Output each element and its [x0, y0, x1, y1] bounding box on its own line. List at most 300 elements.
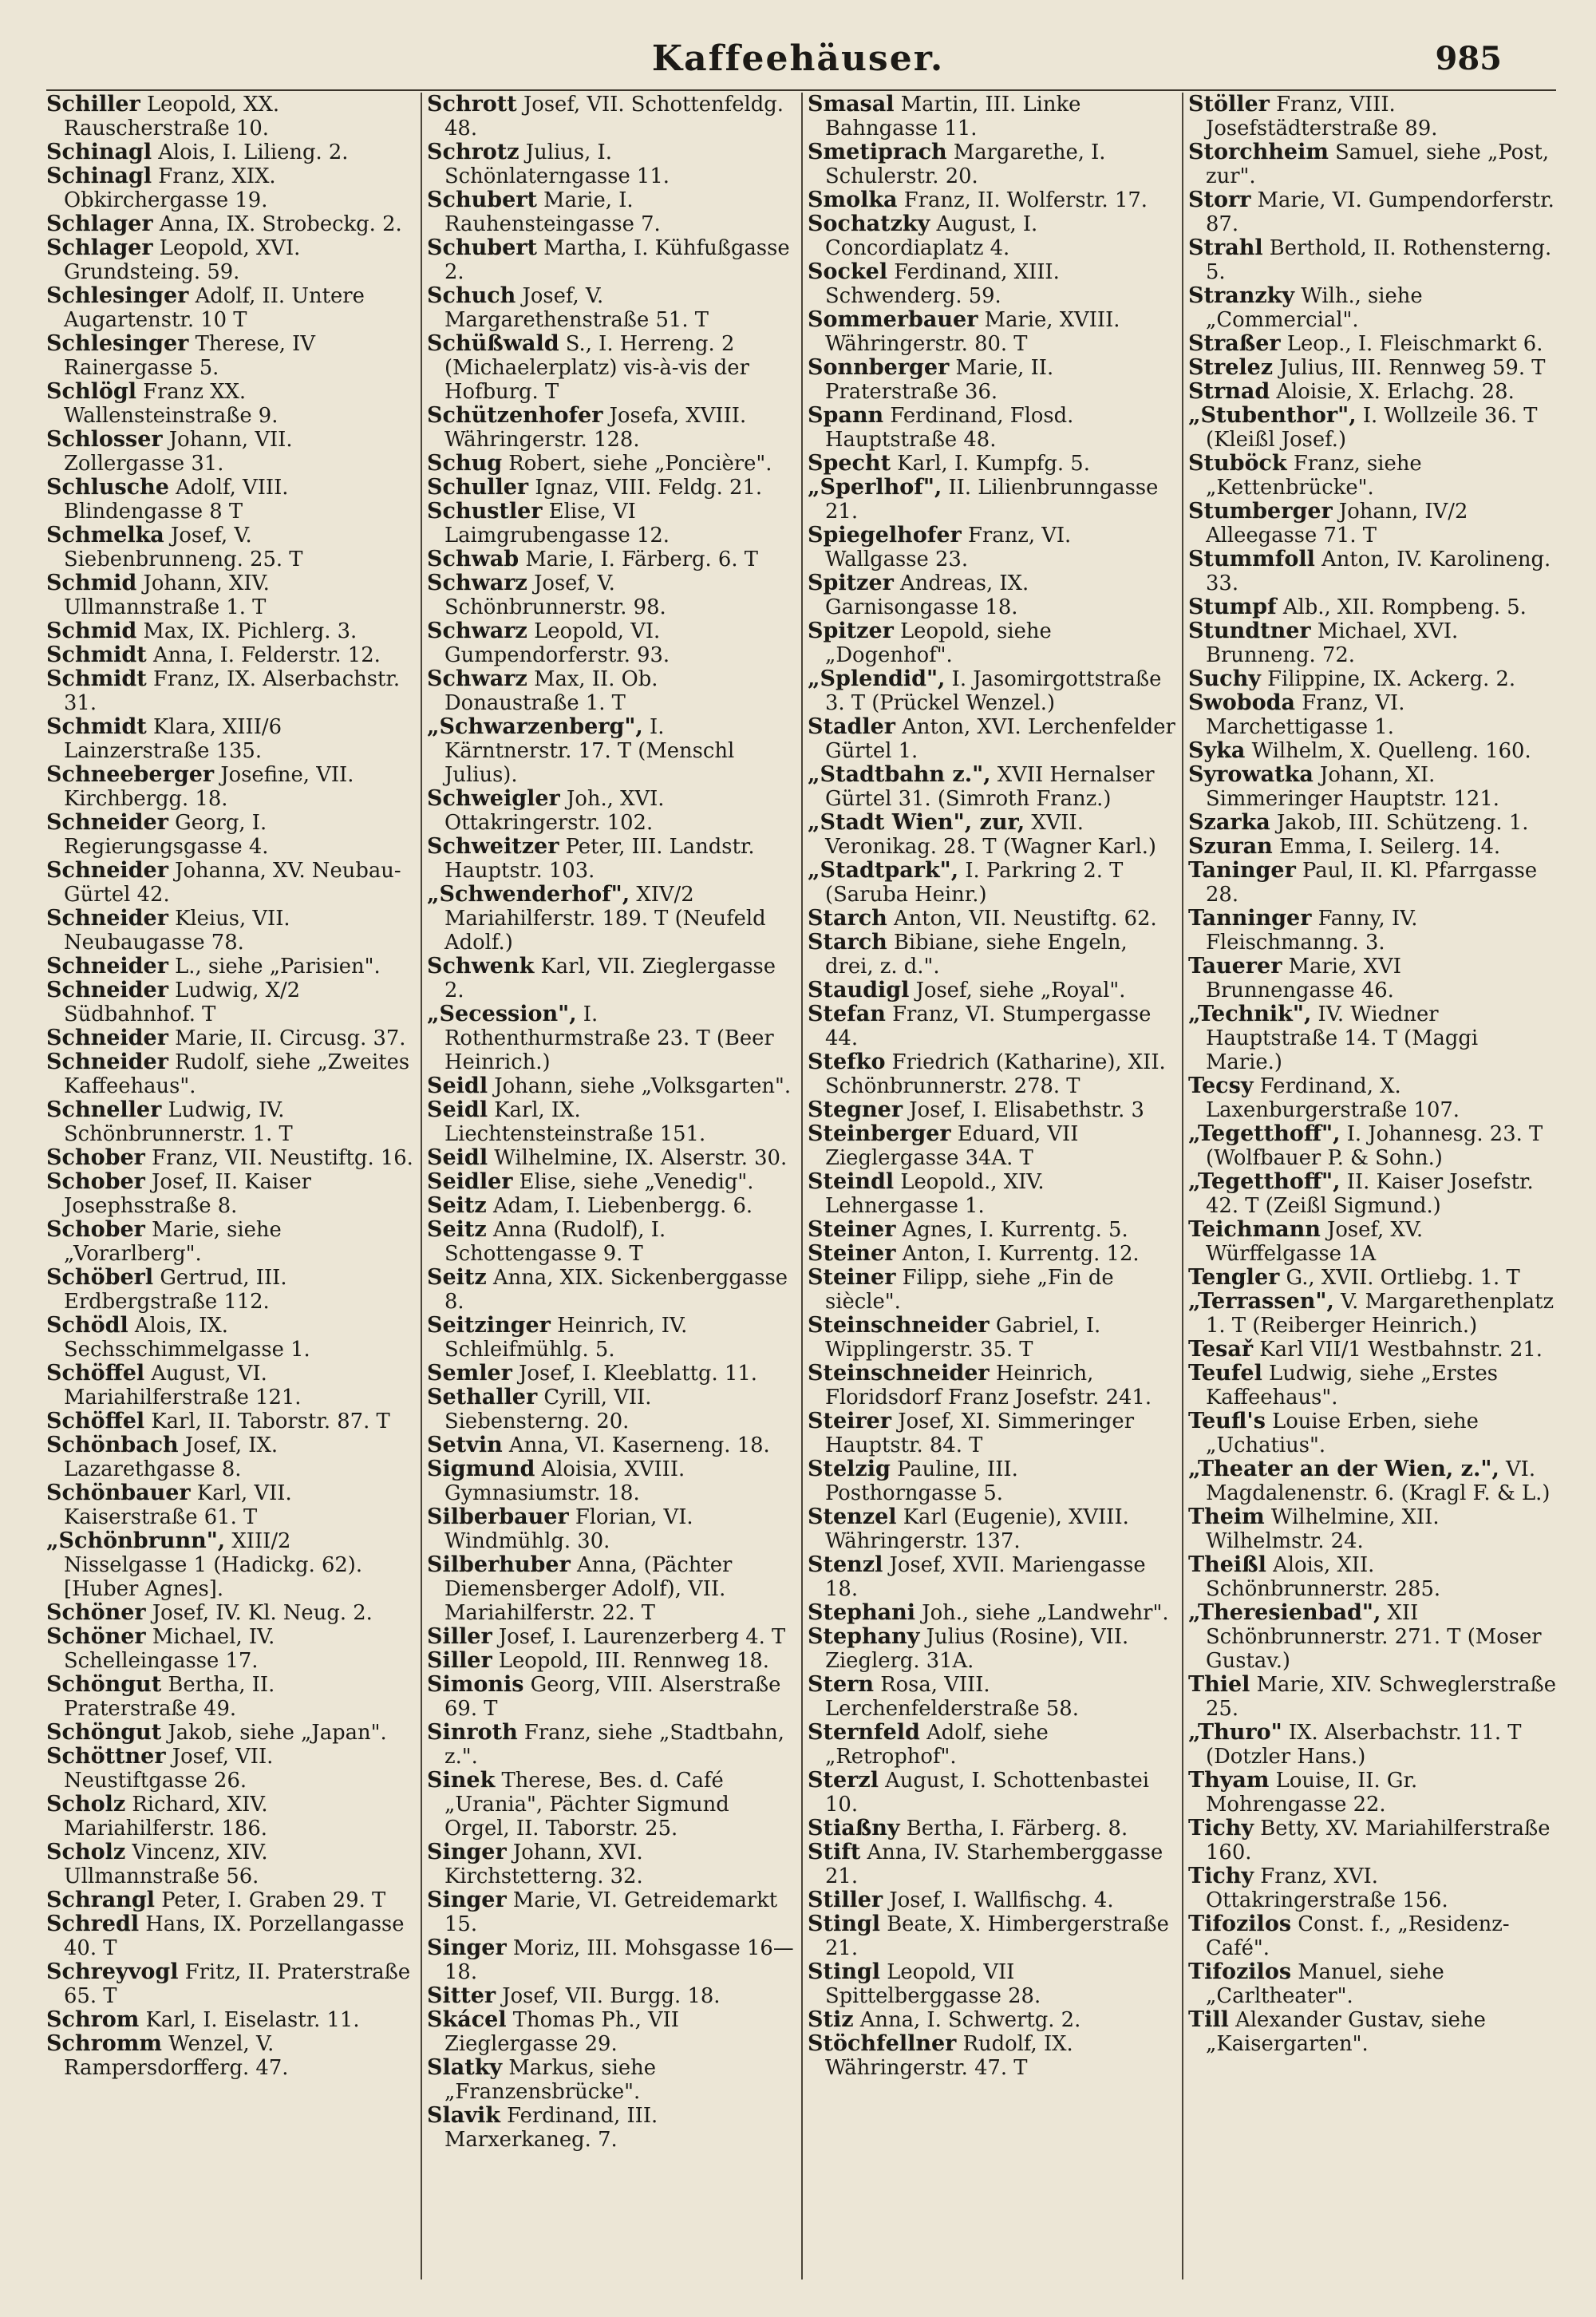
entry-details: Hans, IX. Porzellangasse 40. T: [64, 1912, 405, 1960]
directory-entry: [46, 715, 414, 763]
entry-name: Stuböck: [1188, 451, 1287, 476]
entry-details: Anna, IX. Strobeckg. 2.: [152, 212, 402, 236]
directory-entry: [808, 1314, 1175, 1362]
entry-name: Stiller: [808, 1888, 883, 1912]
directory-entry: [1188, 380, 1556, 404]
entry-details: Johann, IV/2 Alleegasse 71. T: [1206, 500, 1468, 548]
directory-columns: [46, 93, 1556, 2279]
entry-name: Schrott: [427, 93, 517, 117]
entry-details: Franz, VI. Marchettigasse 1.: [1206, 691, 1405, 739]
entry-name: Schlusche: [46, 475, 169, 500]
directory-entry: [808, 1122, 1175, 1170]
entry-name: Schwarz: [427, 666, 527, 691]
entry-details: L., siehe „Parisien".: [168, 955, 381, 979]
entry-name: Singer: [427, 1888, 507, 1912]
entry-name: Steiner: [808, 1217, 896, 1242]
entry-name: Schönbach: [46, 1433, 179, 1457]
entry-name: Specht: [808, 451, 891, 476]
entry-details: Karl, VII. Zieglergasse 2.: [444, 955, 776, 1002]
directory-entry: [427, 284, 795, 332]
entry-name: Schlögl: [46, 379, 136, 404]
entry-details: Wenzel, V. Rampersdorfferg. 47.: [64, 2032, 289, 2080]
entry-name: Staudigl: [808, 978, 910, 1002]
directory-entry: [1188, 1721, 1556, 1769]
directory-entry: [427, 2104, 795, 2152]
entry-details: Michael, XVI. Brunneng. 72.: [1206, 619, 1459, 667]
entry-details: Paul, II. Kl. Pfarrgasse 28.: [1206, 859, 1538, 907]
directory-entry: [808, 260, 1175, 308]
entry-details: Josef, I. Wallfischg. 4.: [883, 1888, 1114, 1912]
directory-entry: [427, 1218, 795, 1266]
entry-details: Fanny, IV. Fleischmanng. 3.: [1206, 907, 1418, 955]
entry-name: Schneller: [46, 1097, 162, 1122]
entry-name: „Schönbrunn",: [46, 1528, 226, 1553]
directory-entry: [1188, 548, 1556, 595]
entry-name: Schwenk: [427, 954, 535, 979]
entry-details: Marie, XVIII. Währingerstr. 80. T: [825, 308, 1120, 356]
entry-details: Franz, VII. Neustiftg. 16.: [144, 1146, 413, 1170]
entry-details: Josefa, XVIII. Währingerstr. 128.: [444, 404, 747, 452]
entry-details: Rosa, VIII. Lerchenfelderstraße 58.: [825, 1673, 1079, 1721]
directory-entry: [808, 1362, 1175, 1410]
entry-name: Schödl: [46, 1313, 128, 1338]
entry-details: Marie, I. Rauhensteingasse 7.: [444, 188, 661, 236]
directory-entry: [46, 955, 414, 979]
directory-entry: [427, 787, 795, 835]
directory-entry: [1188, 356, 1556, 380]
directory-entry: [1188, 452, 1556, 500]
directory-entry: [46, 907, 414, 955]
entry-name: Schöner: [46, 1624, 146, 1649]
entry-name: Stefko: [808, 1050, 886, 1074]
entry-details: Leopold, siehe „Dogenhof".: [825, 619, 1052, 667]
entry-details: Ferdinand, III. Marxerkaneg. 7.: [444, 2104, 658, 2152]
directory-entry: [1188, 1912, 1556, 1960]
entry-details: Josef, XI. Simmeringer Hauptstr. 84. T: [825, 1410, 1135, 1457]
entry-details: Anton, I. Kurrentg. 12.: [895, 1242, 1140, 1266]
entry-name: Smasal: [808, 93, 895, 117]
entry-name: Schmid: [46, 619, 137, 643]
entry-name: Szarka: [1188, 810, 1270, 835]
entry-details: Wilhelmine, IX. Alserstr. 30.: [488, 1146, 788, 1170]
directory-entry: [1188, 404, 1556, 452]
entry-details: XIII/2 Nisselgasse 1 (Hadickg. 62). [Huber Agnes].: [64, 1529, 363, 1601]
entry-name: Stefan: [808, 1002, 886, 1026]
entry-name: „Stubenthor",: [1188, 403, 1357, 428]
directory-entry: [1188, 955, 1556, 1002]
directory-entry: [427, 236, 795, 284]
entry-details: Josef, V. Siebenbrunneng. 25. T: [64, 524, 303, 571]
entry-details: August, I. Schottenbastei 10.: [825, 1769, 1150, 1817]
entry-details: Karl, IX. Liechtensteinstraße 151.: [444, 1098, 706, 1146]
entry-name: Tanninger: [1188, 906, 1312, 931]
page-header: [0, 34, 1596, 89]
directory-entry: [427, 1625, 795, 1649]
entry-details: Josef, IV. Kl. Neug. 2.: [145, 1601, 373, 1625]
directory-entry: [427, 1146, 795, 1170]
entry-details: Johann, siehe „Volksgarten".: [488, 1074, 792, 1098]
directory-entry: [427, 2008, 795, 2056]
directory-entry: [808, 212, 1175, 260]
entry-name: Stumpf: [1188, 595, 1277, 619]
entry-name: Storr: [1188, 188, 1251, 212]
directory-entry: [427, 1649, 795, 1673]
entry-details: Thomas Ph., VII Zieglergasse 29.: [444, 2008, 679, 2056]
entry-name: Schwab: [427, 547, 519, 571]
entry-details: Georg, VIII. Alserstraße 69. T: [444, 1673, 781, 1721]
directory-entry: [427, 619, 795, 667]
entry-name: Till: [1188, 2007, 1229, 2032]
directory-entry: [1188, 1960, 1556, 2008]
directory-entry: [46, 667, 414, 715]
entry-details: Karl, I. Kumpfg. 5.: [891, 452, 1090, 476]
directory-entry: [46, 332, 414, 380]
entry-details: Anton, IV. Karolineng. 33.: [1206, 548, 1551, 595]
directory-entry: [1188, 667, 1556, 691]
entry-name: Starch: [808, 930, 887, 955]
entry-details: G., XVII. Ortliebg. 1. T: [1279, 1266, 1520, 1290]
entry-name: Stephani: [808, 1600, 916, 1625]
entry-name: Tifozilos: [1188, 1912, 1292, 1936]
directory-entry: [808, 619, 1175, 667]
directory-entry: [1188, 284, 1556, 332]
entry-name: Singer: [427, 1840, 507, 1864]
entry-name: Stiz: [808, 2007, 854, 2032]
entry-name: Schüßwald: [427, 331, 559, 356]
directory-entry: [1188, 595, 1556, 619]
entry-details: Josef, I. Kleeblattg. 11.: [512, 1362, 757, 1386]
entry-name: Spann: [808, 403, 884, 428]
directory-entry: [46, 1625, 414, 1673]
entry-name: Semler: [427, 1361, 512, 1386]
directory-entry: [46, 380, 414, 428]
entry-name: Spitzer: [808, 619, 894, 643]
entry-name: Starch: [808, 906, 887, 931]
directory-entry: [427, 571, 795, 619]
entry-name: Schmidt: [46, 666, 147, 691]
entry-details: Betty, XV. Mariahilferstraße 160.: [1206, 1817, 1551, 1864]
entry-name: Schöffel: [46, 1361, 145, 1386]
entry-details: Florian, VI. Windmühlg. 30.: [444, 1505, 693, 1553]
entry-name: Schinagl: [46, 140, 152, 164]
entry-name: Tichy: [1188, 1864, 1254, 1888]
entry-details: Bertha, I. Färberg. 8.: [899, 1817, 1128, 1841]
entry-name: Tauerer: [1188, 954, 1282, 979]
entry-details: I. Parkring 2. T (Saruba Heinr.): [825, 859, 1124, 907]
entry-details: Pauline, III. Posthorngasse 5.: [825, 1457, 1018, 1505]
entry-name: Schneider: [46, 1026, 168, 1050]
entry-name: Stern: [808, 1672, 875, 1697]
column-2: [427, 93, 795, 2279]
directory-entry: [1188, 739, 1556, 763]
entry-name: Silberhuber: [427, 1552, 571, 1577]
entry-details: Wilhelmine, XII. Wilhelmstr. 24.: [1206, 1505, 1440, 1553]
entry-details: Julius, I. Schönlaterngasse 11.: [444, 140, 670, 188]
entry-details: Ferdinand, XIII. Schwenderg. 59.: [825, 260, 1060, 308]
entry-details: Peter, III. Landstr. Hauptstr. 103.: [444, 835, 755, 883]
entry-details: Josef, VII. Burgg. 18.: [496, 1984, 721, 2008]
entry-name: Theim: [1188, 1504, 1265, 1529]
entry-name: „Stadtbahn z.",: [808, 762, 991, 787]
entry-details: Johann, VII. Zollergasse 31.: [64, 428, 293, 476]
entry-details: Marie, VI. Getreidemarkt 15.: [444, 1888, 778, 1936]
directory-entry: [427, 835, 795, 883]
entry-name: Teichmann: [1188, 1217, 1321, 1242]
directory-entry: [46, 1362, 414, 1410]
directory-entry: [46, 979, 414, 1026]
header-rule: [46, 89, 1556, 91]
directory-entry: [808, 1553, 1175, 1601]
entry-details: Leopold., XIV. Lehnergasse 1.: [825, 1170, 1045, 1218]
entry-details: Franz, VIII. Josefstädterstraße 89.: [1206, 93, 1438, 140]
entry-name: Scholz: [46, 1840, 126, 1864]
entry-details: Josef, VII. Schottenfeldg. 48.: [444, 93, 784, 140]
directory-entry: [1188, 1410, 1556, 1457]
column-divider: [1182, 93, 1183, 2279]
entry-name: „Tegetthoff",: [1188, 1169, 1341, 1194]
directory-entry: [427, 1936, 795, 1984]
directory-entry: [427, 93, 795, 140]
entry-details: Elise, siehe „Venedig".: [512, 1170, 754, 1194]
entry-details: XII Schönbrunnerstr. 271. T (Moser Gustav.): [1206, 1601, 1542, 1673]
entry-name: „Theresienbad",: [1188, 1600, 1381, 1625]
directory-entry: [808, 907, 1175, 931]
directory-entry: [46, 1410, 414, 1433]
entry-details: Leopold, VI. Gumpendorferstr. 93.: [444, 619, 670, 667]
entry-details: Franz XX. Wallensteinstraße 9.: [64, 380, 279, 428]
directory-entry: [46, 1888, 414, 1912]
entry-details: Franz, VI. Stumpergasse 44.: [825, 1002, 1152, 1050]
column-3: [808, 93, 1175, 2279]
entry-details: August, I. Concordiaplatz 4.: [825, 212, 1038, 260]
directory-entry: [427, 715, 795, 787]
directory-entry: [808, 452, 1175, 476]
directory-entry: [808, 811, 1175, 859]
entry-details: II. Kaiser Josefstr. 42. T (Zeißl Sigmund.): [1206, 1170, 1534, 1218]
column-1: [46, 93, 414, 2279]
directory-entry: [1188, 835, 1556, 859]
directory-entry: [46, 1529, 414, 1601]
entry-details: XVII. Veronikag. 28. T (Wagner Karl.): [825, 811, 1156, 859]
directory-entry: [1188, 1817, 1556, 1864]
entry-details: Georg, I. Regierungsgasse 4.: [64, 811, 269, 859]
entry-details: Adolf, VIII. Blindengasse 8 T: [64, 476, 289, 524]
directory-entry: [427, 1314, 795, 1362]
directory-entry: [1188, 236, 1556, 284]
entry-name: Theißl: [1188, 1552, 1266, 1577]
directory-entry: [46, 1745, 414, 1793]
entry-details: Franz, IX. Alserbachstr. 31.: [64, 667, 401, 715]
entry-details: Johanna, XV. Neubau-Gürtel 42.: [64, 859, 401, 907]
entry-name: Schneider: [46, 810, 168, 835]
entry-name: Schober: [46, 1169, 145, 1194]
directory-entry: [808, 1098, 1175, 1122]
directory-entry: [808, 763, 1175, 811]
entry-details: Marie, XVI Brunnengasse 46.: [1206, 955, 1401, 1002]
directory-entry: [1188, 1769, 1556, 1817]
directory-entry: [427, 1074, 795, 1098]
entry-details: Bertha, II. Praterstraße 49.: [64, 1673, 275, 1721]
entry-name: Schweitzer: [427, 834, 559, 859]
directory-entry: [427, 1888, 795, 1936]
directory-entry: [46, 1050, 414, 1098]
directory-entry: [427, 1841, 795, 1888]
entry-details: Franz, XVI. Ottakringerstraße 156.: [1206, 1864, 1448, 1912]
entry-name: Spiegelhofer: [808, 523, 962, 548]
entry-name: Silberbauer: [427, 1504, 569, 1529]
entry-details: Josef, V. Margarethenstraße 51. T: [444, 284, 709, 332]
directory-entry: [808, 715, 1175, 763]
directory-entry: [1188, 907, 1556, 955]
entry-name: Schwarz: [427, 619, 527, 643]
entry-details: XVII Hernalser Gürtel 31. (Simroth Franz.): [825, 763, 1155, 811]
entry-name: Szuran: [1188, 834, 1273, 859]
entry-name: Tifozilos: [1188, 1959, 1292, 1984]
entry-details: Alois, IX. Sechsschimmelgasse 1.: [64, 1314, 310, 1362]
entry-details: Karl, II. Taborstr. 87. T: [144, 1410, 390, 1433]
directory-entry: [808, 1410, 1175, 1457]
entry-details: August, VI. Mariahilferstraße 121.: [64, 1362, 302, 1410]
directory-entry: [1188, 691, 1556, 739]
entry-details: Leopold, XVI. Grundsteing. 59.: [64, 236, 301, 284]
entry-name: Skácel: [427, 2007, 507, 2032]
entry-name: Seidl: [427, 1145, 488, 1170]
entry-details: Elise, VI Laimgrubengasse 12.: [444, 500, 670, 548]
entry-name: Stingl: [808, 1959, 880, 1984]
directory-entry: [46, 93, 414, 140]
directory-entry: [1188, 1122, 1556, 1170]
entry-details: Rudolf, IX. Währingerstr. 47. T: [825, 2032, 1073, 2080]
entry-details: Julius (Rosine), VII. Zieglerg. 31A.: [825, 1625, 1129, 1673]
entry-name: Smetiprach: [808, 140, 947, 164]
entry-details: Const. f., „Residenz-Café".: [1206, 1912, 1510, 1960]
entry-details: Jakob, siehe „Japan".: [161, 1721, 387, 1745]
entry-details: Kleius, VII. Neubaugasse 78.: [64, 907, 290, 955]
directory-entry: [1188, 1864, 1556, 1912]
entry-name: „Stadt Wien", zur,: [808, 810, 1025, 835]
directory-entry: [427, 548, 795, 571]
directory-entry: [808, 1769, 1175, 1817]
entry-details: I. Johannesg. 23. T (Wolfbauer P. & Sohn.): [1206, 1122, 1543, 1170]
entry-name: Sommerbauer: [808, 307, 978, 332]
directory-entry: [427, 1170, 795, 1194]
entry-name: Schrom: [46, 2007, 140, 2032]
entry-details: Joh., siehe „Landwehr".: [915, 1601, 1169, 1625]
directory-entry: [808, 2008, 1175, 2032]
entry-name: Teufl's: [1188, 1409, 1266, 1433]
entry-name: Strelez: [1188, 355, 1274, 380]
directory-entry: [808, 1817, 1175, 1841]
directory-entry: [1188, 1457, 1556, 1505]
entry-name: Swoboda: [1188, 690, 1296, 715]
entry-name: Schweigler: [427, 786, 560, 811]
directory-entry: [808, 1002, 1175, 1050]
entry-details: Max, IX. Pichlerg. 3.: [136, 619, 358, 643]
entry-details: Anna, XIX. Sickenberggasse 8.: [444, 1266, 788, 1314]
directory-entry: [427, 1002, 795, 1074]
entry-name: Schinagl: [46, 164, 152, 188]
directory-entry: [427, 1553, 795, 1625]
directory-entry: [46, 1266, 414, 1314]
directory-entry: [808, 667, 1175, 715]
directory-entry: [427, 404, 795, 452]
entry-details: Cyrill, VII. Siebensterng. 20.: [444, 1386, 652, 1433]
entry-name: Schubert: [427, 235, 537, 260]
entry-details: Gertrud, III. Erdbergstraße 112.: [64, 1266, 287, 1314]
entry-details: Samuel, siehe „Post, zur".: [1206, 140, 1550, 188]
entry-name: Steinschneider: [808, 1313, 990, 1338]
entry-details: Marie, VI. Gumpendorferstr. 87.: [1206, 188, 1555, 236]
directory-entry: [427, 188, 795, 236]
directory-entry: [1188, 859, 1556, 907]
entry-name: Suchy: [1188, 666, 1261, 691]
entry-details: Josef, I. Laurenzerberg 4. T: [492, 1625, 786, 1649]
directory-entry: [1188, 1601, 1556, 1673]
entry-details: Alois, XII. Schönbrunnerstr. 285.: [1206, 1553, 1441, 1601]
directory-entry: [808, 93, 1175, 140]
entry-details: Josef, I. Elisabethstr. 3: [903, 1098, 1144, 1122]
directory-entry: [1188, 1553, 1556, 1601]
entry-name: Schützenhofer: [427, 403, 603, 428]
directory-entry: [808, 188, 1175, 212]
entry-name: „Tegetthoff",: [1188, 1121, 1341, 1146]
directory-entry: [46, 643, 414, 667]
entry-name: Tichy: [1188, 1816, 1254, 1841]
entry-details: Gabriel, I. Wipplingerstr. 35. T: [825, 1314, 1101, 1362]
entry-name: Schönbauer: [46, 1481, 191, 1505]
entry-details: Therese, IV Rainergasse 5.: [64, 332, 315, 380]
entry-details: Josef, siehe „Royal".: [909, 979, 1126, 1002]
entry-name: „Thuro": [1188, 1720, 1282, 1745]
entry-name: Seitz: [427, 1193, 487, 1218]
entry-name: Sethaller: [427, 1385, 538, 1410]
entry-details: Josef, VII. Neustiftgasse 26.: [64, 1745, 274, 1793]
directory-entry: [46, 571, 414, 619]
directory-entry: [808, 1960, 1175, 2008]
entry-details: Andreas, IX. Garnisongasse 18.: [825, 571, 1029, 619]
directory-entry: [1188, 1266, 1556, 1290]
entry-name: Schober: [46, 1145, 145, 1170]
entry-details: Ignaz, VIII. Feldg. 21.: [528, 476, 763, 500]
entry-name: Schuller: [427, 475, 529, 500]
entry-name: Stingl: [808, 1912, 880, 1936]
entry-name: Schober: [46, 1217, 145, 1242]
entry-details: Marie, I. Färberg. 6. T: [519, 548, 758, 571]
directory-entry: [46, 811, 414, 859]
entry-name: Teufel: [1188, 1361, 1262, 1386]
directory-entry: [46, 2032, 414, 2080]
directory-entry: [1188, 619, 1556, 667]
directory-entry: [808, 1841, 1175, 1888]
directory-entry: [1188, 811, 1556, 835]
directory-entry: [427, 1266, 795, 1314]
entry-name: Thyam: [1188, 1768, 1270, 1793]
directory-entry: [1188, 1290, 1556, 1338]
entry-details: Max, II. Ob. Donaustraße 1. T: [444, 667, 658, 715]
directory-entry: [427, 476, 795, 500]
entry-name: Schöngut: [46, 1672, 162, 1697]
entry-details: Ludwig, siehe „Erstes Kaffeehaus".: [1206, 1362, 1499, 1410]
entry-details: Franz, VI. Wallgasse 23.: [825, 524, 1072, 571]
directory-entry: [46, 1960, 414, 2008]
directory-entry: [427, 1386, 795, 1433]
entry-name: Schug: [427, 451, 503, 476]
directory-entry: [1188, 1074, 1556, 1122]
directory-entry: [46, 164, 414, 212]
directory-entry: [808, 1218, 1175, 1242]
entry-details: Ferdinand, X. Laxenburgerstraße 107.: [1206, 1074, 1460, 1122]
directory-entry: [808, 979, 1175, 1002]
